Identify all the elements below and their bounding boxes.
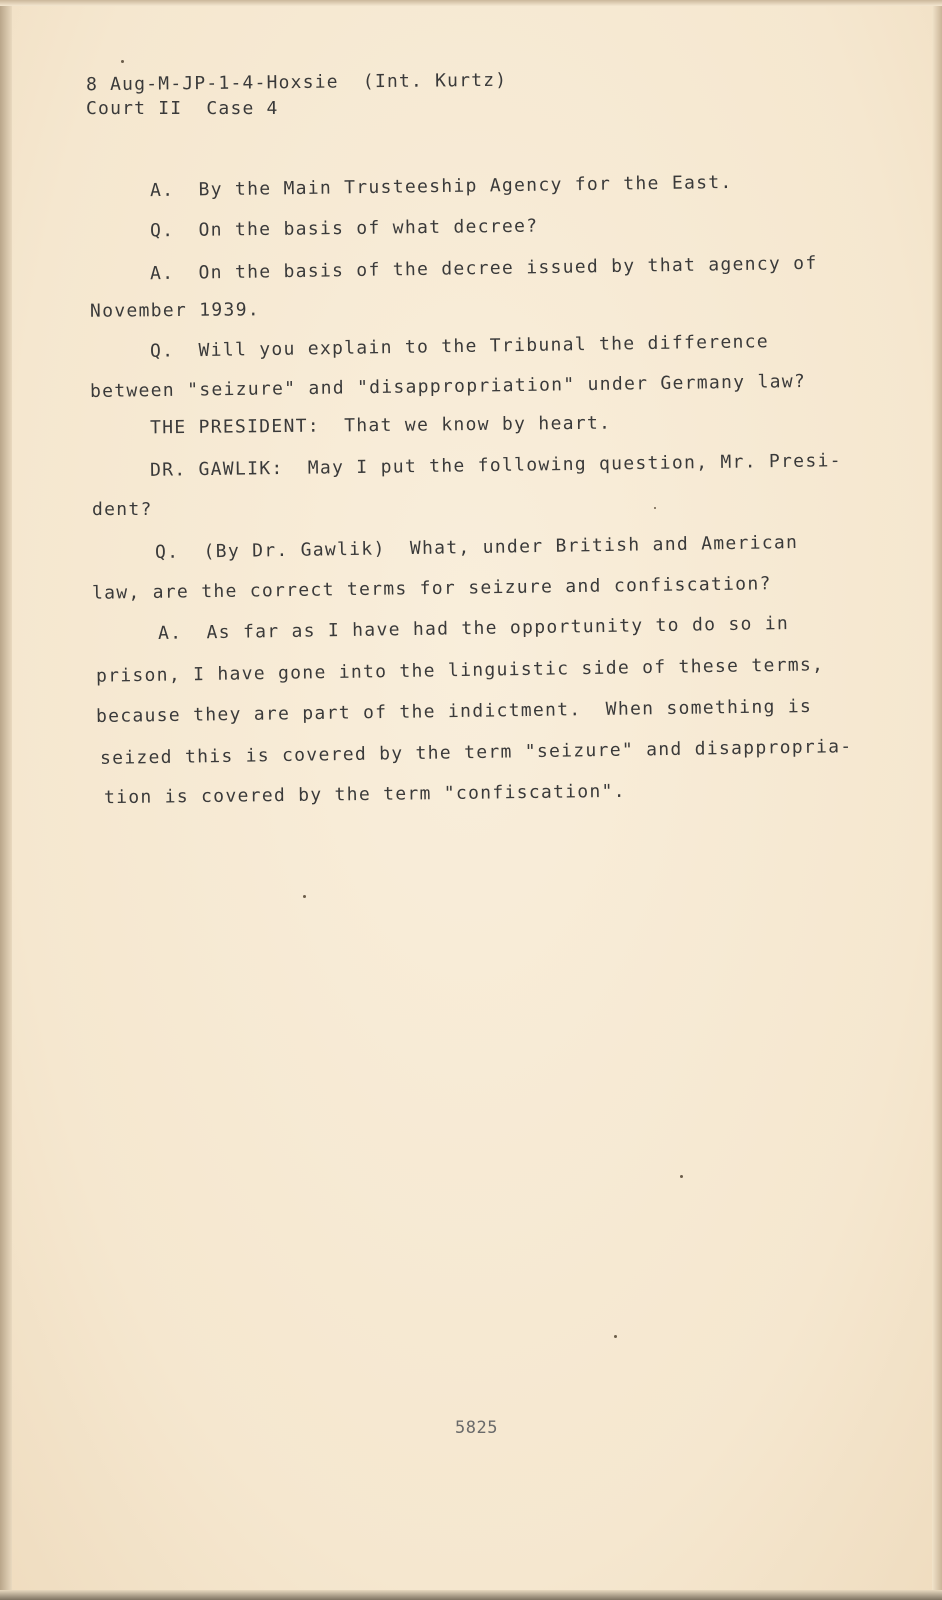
transcript-line-9: dent?	[92, 499, 153, 520]
transcript-line-6: between "seizure" and "disappropriation" under Germany law?	[89, 371, 807, 402]
transcript-line-8: DR. GAWLIK: May I put the following question, Mr. Presi-	[149, 450, 842, 481]
transcript-line-10: Q. (By Dr. Gawlik) What, under British and American	[154, 531, 799, 564]
transcript-line-7: THE PRESIDENT: That we know by heart.	[149, 412, 612, 439]
paper-edge-top	[0, 0, 942, 6]
paper-speck	[654, 507, 656, 509]
transcript-line-5: Q. Will you explain to the Tribunal the difference	[149, 331, 770, 362]
paper-speck	[614, 1335, 617, 1338]
transcript-line-4: November 1939.	[89, 299, 261, 322]
paper-edge-left	[0, 0, 12, 1600]
transcript-line-3: A. On the basis of the decree issued by that agency of	[149, 252, 818, 285]
header-court-line: Court II Case 4	[86, 98, 279, 119]
transcript-line-1: A. By the Main Trusteeship Agency for the East.	[149, 171, 733, 202]
paper-speck	[303, 895, 306, 898]
paper-edge-right	[932, 0, 942, 1600]
transcript-line-16: tion is covered by the term "confiscation".	[103, 780, 626, 809]
header-session-line: 8 Aug-M-JP-1-4-Hoxsie (Int. Kurtz)	[85, 69, 508, 96]
transcript-line-12: A. As far as I have had the opportunity to do so in	[157, 613, 790, 644]
page-number: 5825	[455, 1418, 498, 1438]
transcript-line-15: seized this is covered by the term "seizure" and disappropria-	[99, 736, 853, 769]
paper-edge-bottom	[0, 1590, 942, 1600]
transcript-line-13: prison, I have gone into the linguistic side of these terms,	[95, 654, 825, 687]
transcript-line-14: because they are part of the indictment. When something is	[95, 696, 813, 727]
transcript-line-2: Q. On the basis of what decree?	[149, 215, 539, 242]
paper-speck	[121, 60, 124, 63]
transcript-line-11: law, are the correct terms for seizure and confiscation?	[91, 573, 772, 604]
paper-speck	[680, 1175, 683, 1178]
